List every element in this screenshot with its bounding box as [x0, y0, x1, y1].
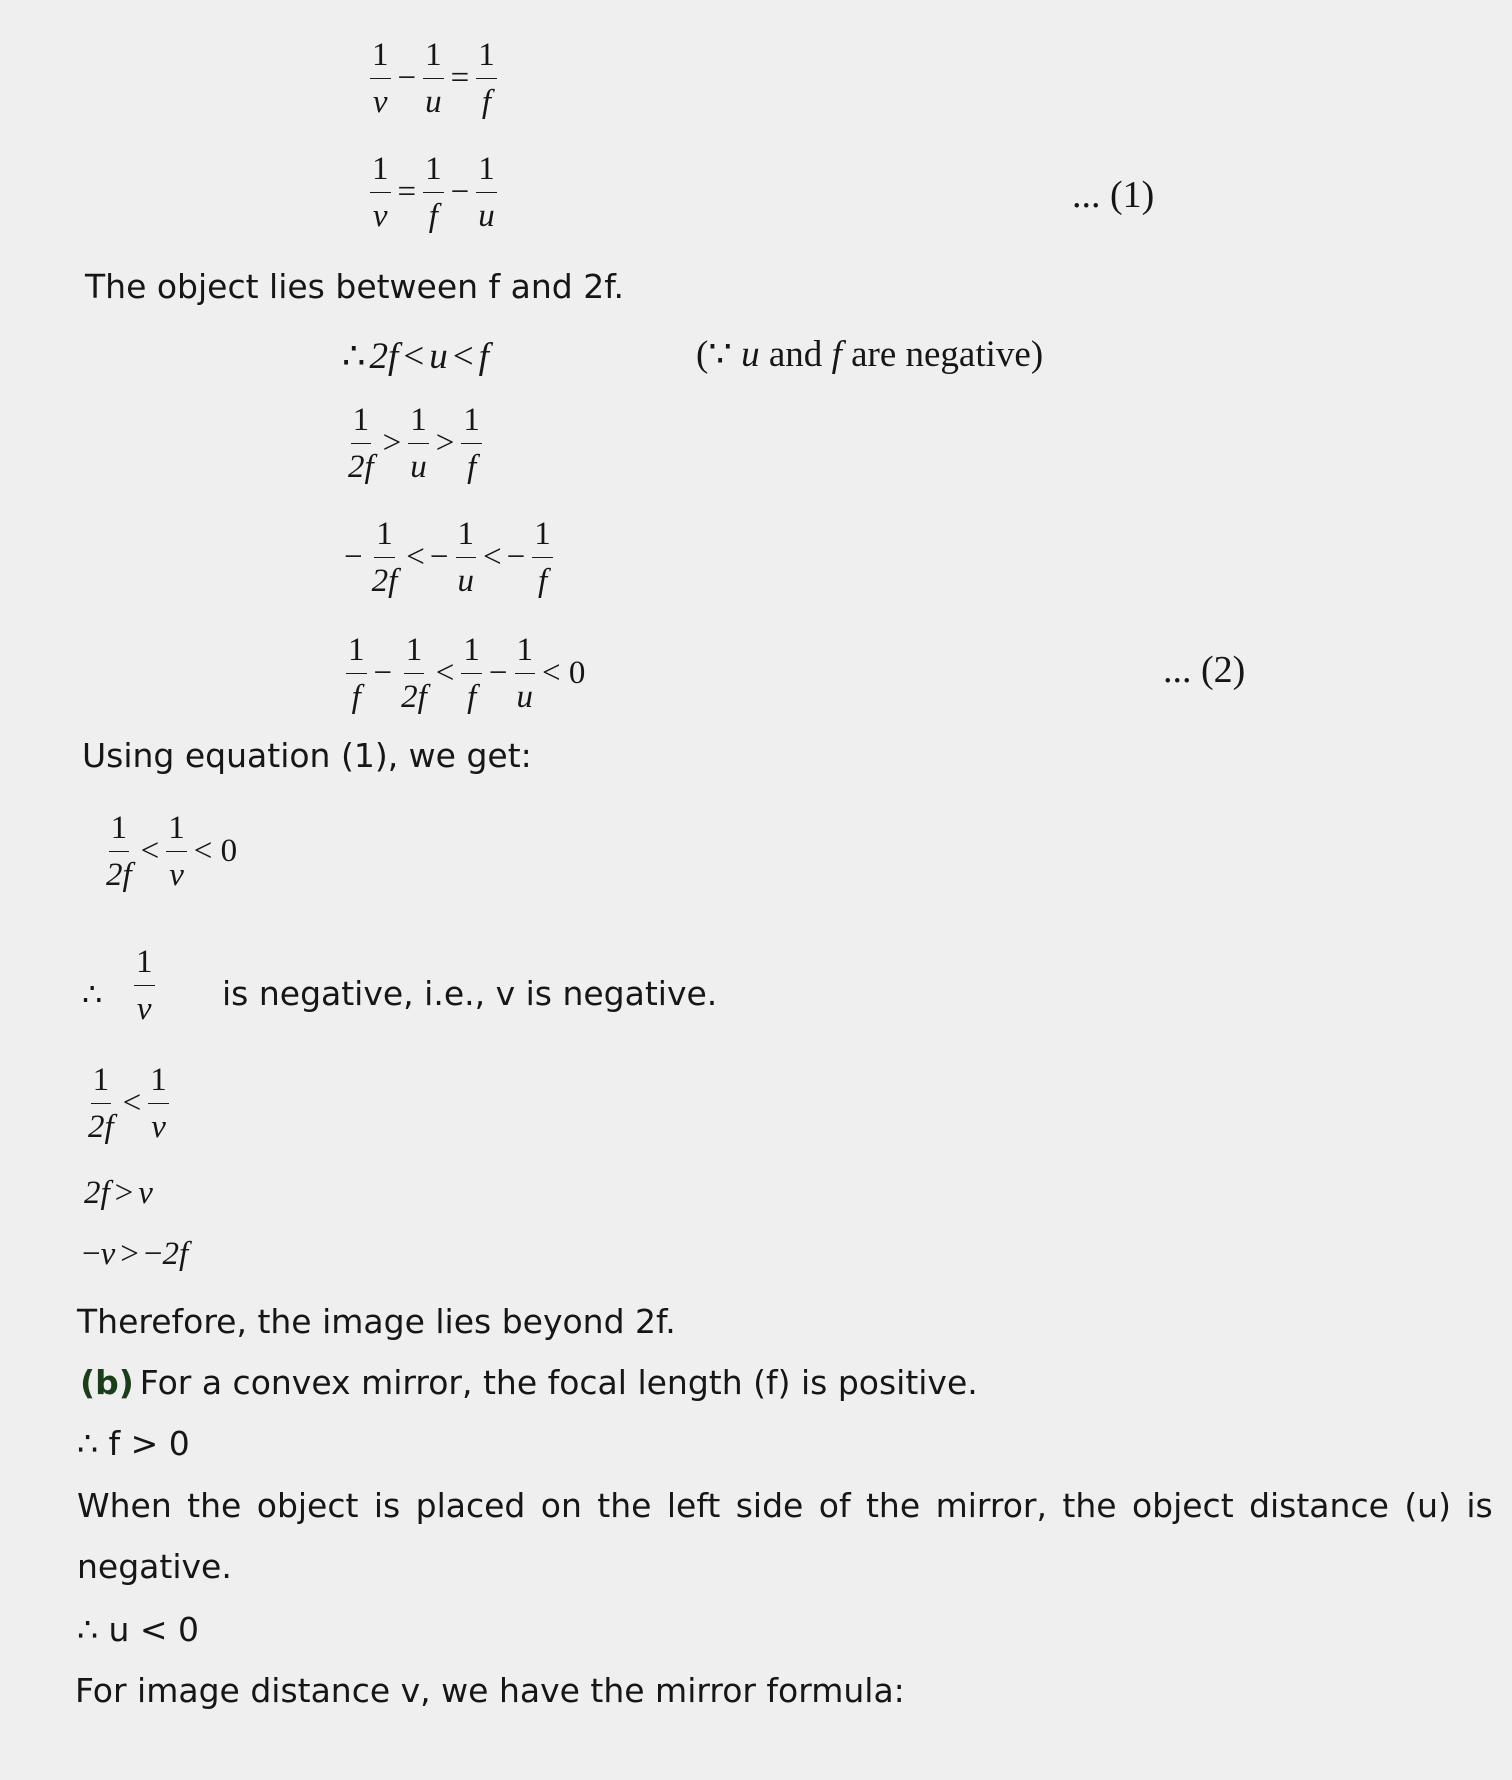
- equation-tag-1: ... (1): [1072, 174, 1155, 216]
- text-using-equation: Using equation (1), we get:: [82, 736, 532, 775]
- text-u-negative: ∴ u < 0: [77, 1610, 200, 1649]
- equation-rearranged: $\frac{1}{v}$ = $\frac{1}{f}$ − $\frac{1}{u}$: [372, 151, 495, 234]
- inequality-note: (∵ u and f are negative): [696, 334, 1044, 375]
- text-mirror-formula: For image distance v, we have the mirror formula:: [75, 1671, 905, 1710]
- inequality-v-2: 1 2f < 1 v: [88, 1062, 167, 1145]
- inequality-reciprocal: 1 2f > 1 u > 1 f: [348, 402, 480, 485]
- therefore-symbol: ∴: [82, 976, 103, 1012]
- inequality-sum: 1 f − $\frac{1}{2f}$ < 1 f − $\frac{1}{u}$ < 0: [348, 632, 586, 715]
- equation-mirror-formula: 1 v − $\frac{1}{u}$ = $\frac{1}{f}$: [372, 37, 495, 120]
- fraction-1-over-v: 1 v: [136, 944, 153, 1027]
- inequality-range: ∴ 2f < u < f: [342, 336, 489, 377]
- text-part-b: [80, 1363, 978, 1402]
- inequality-negated: − $\frac{1}{2f}$ < − $\frac{1}{u}$ < − $\frac{1}{f}$: [344, 516, 551, 599]
- inequality-v: 1 2f < 1 v < 0: [106, 810, 238, 893]
- text-object-left-line2: negative.: [77, 1547, 232, 1586]
- part-b-text: For a convex mirror, the focal length (f) is positive.: [139, 1363, 978, 1402]
- text-v-negative: is negative, i.e., v is negative.: [222, 974, 718, 1013]
- inequality-v-3: 2f > v: [84, 1175, 153, 1211]
- text-object-between: The object lies between f and 2f.: [85, 267, 624, 306]
- equation-tag-2: ... (2): [1163, 649, 1246, 691]
- text-image-beyond: Therefore, the image lies beyond 2f.: [77, 1302, 676, 1341]
- text-object-left-line1: When the object is placed on the left side of the mirror, the object distance (u) is: [77, 1486, 1493, 1525]
- part-b-label: (b): [80, 1363, 134, 1402]
- text-f-positive: ∴ f > 0: [77, 1424, 190, 1463]
- inequality-v-4: − v > − 2f: [82, 1236, 189, 1272]
